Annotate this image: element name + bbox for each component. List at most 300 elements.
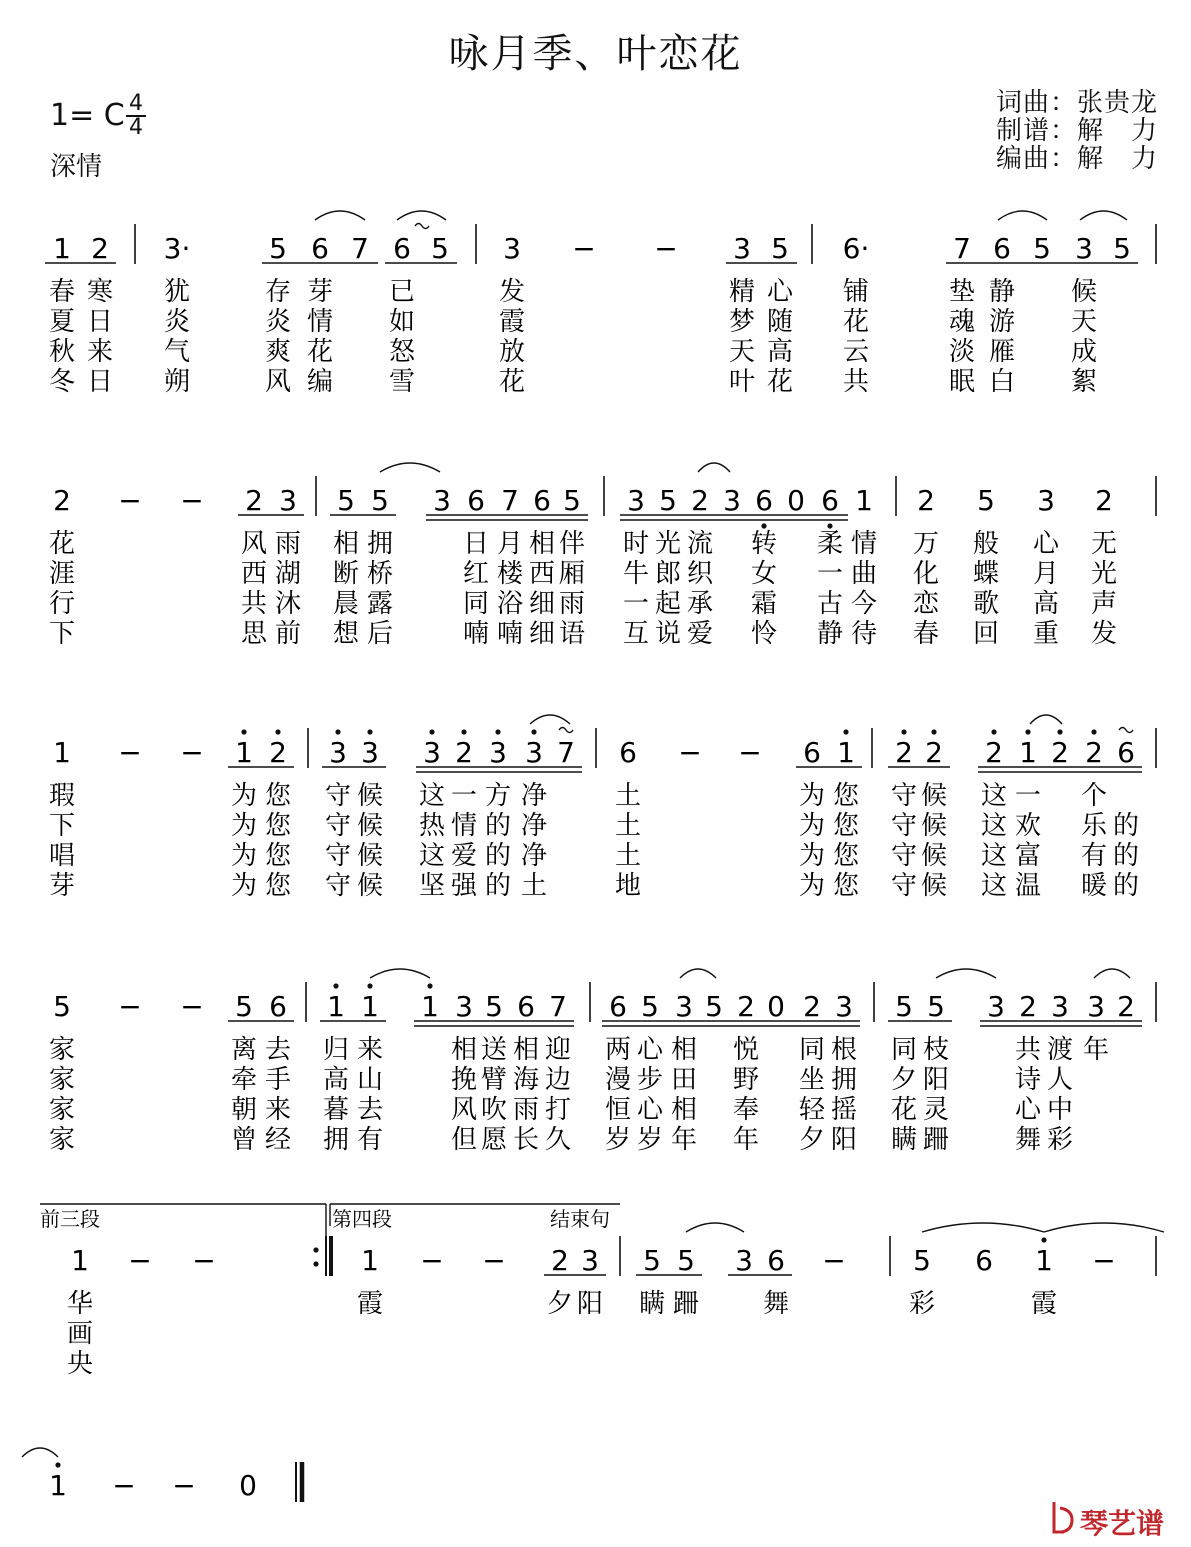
lyric-syllable: 野 [732, 1065, 760, 1095]
note: 2 [1085, 736, 1103, 769]
lyric-syllable: 日 [86, 367, 114, 397]
lyric-syllable: 同 [462, 589, 490, 619]
lyric-syllable: 雨 [512, 1095, 540, 1125]
lyric-syllable: 情 [306, 307, 334, 337]
lyric-syllable: 霞 [1030, 1289, 1058, 1319]
lyric-syllable: 地 [614, 871, 642, 901]
note: 3 [987, 990, 1005, 1023]
lyric-syllable: 年 [732, 1125, 760, 1155]
note: 5 [53, 990, 71, 1023]
lyric-syllable: 漫 [604, 1065, 632, 1095]
lyric-syllable: 坚 [418, 871, 446, 901]
slur [22, 1448, 58, 1457]
lyric-syllable: 您 [832, 811, 860, 841]
note: 5 [563, 484, 581, 517]
note: 1 [327, 990, 345, 1023]
lyric-syllable: 奉 [732, 1095, 760, 1125]
tempo-marking: 深情 [50, 152, 103, 182]
lyric-syllable: 画 [66, 1319, 94, 1349]
lyric-syllable: 家 [48, 1125, 76, 1155]
lyric-syllable: 恋 [912, 589, 940, 619]
low-octave-dot [827, 523, 832, 528]
note: 1 [235, 736, 253, 769]
note: 2 [1019, 990, 1037, 1023]
lyric-syllable: 土 [520, 871, 548, 901]
note: − [180, 736, 204, 769]
note: 3 [489, 736, 507, 769]
note: 2 [551, 1244, 569, 1277]
note: − [482, 1244, 506, 1277]
note: 2 [925, 736, 943, 769]
note: 5 [485, 990, 503, 1023]
lyric-syllable: 为 [798, 871, 826, 901]
note: 6 [311, 232, 329, 265]
lyric-syllable: 相 [332, 529, 360, 559]
lyric-syllable: 曾 [230, 1125, 258, 1155]
lyric-syllable: 细 [528, 619, 556, 649]
lyric-syllable: 相 [512, 1035, 540, 1065]
note: 6 [975, 1244, 993, 1277]
lyric-syllable: 阳 [830, 1125, 858, 1155]
lyric-syllable: 女 [750, 559, 778, 589]
lyric-syllable: 湖 [274, 559, 302, 589]
note: 7 [549, 990, 567, 1023]
lyric-syllable: 寒 [86, 277, 114, 307]
lyric-syllable: 有 [356, 1125, 384, 1155]
lyric-syllable: 情 [850, 529, 878, 559]
lyric-syllable: 霞 [498, 307, 526, 337]
lyric-syllable: 魂 [948, 307, 976, 337]
lyric-syllable: 乐 [1080, 811, 1108, 841]
slur [1030, 715, 1062, 724]
lyric-syllable: 喃 [462, 619, 490, 649]
lyric-syllable: 守 [890, 811, 918, 841]
lyric-syllable: 日 [86, 307, 114, 337]
lyric-syllable: 这 [418, 781, 446, 811]
brand-name: 琴艺谱 [1080, 1507, 1165, 1540]
lyric-syllable: 云 [842, 337, 870, 367]
lyric-syllable: 瞒 [890, 1125, 918, 1155]
lyric-syllable: 怒 [388, 337, 416, 367]
lyric-syllable: 这 [980, 871, 1008, 901]
lyric-syllable: 富 [1014, 841, 1042, 871]
lyric-syllable: 为 [230, 871, 258, 901]
note: 6 [755, 484, 773, 517]
note: 5 [677, 1244, 695, 1277]
lyric-syllable: 您 [832, 781, 860, 811]
lyric-syllable: 有 [1080, 841, 1108, 871]
lyric-syllable: 候 [920, 841, 948, 871]
slur [1044, 1223, 1164, 1232]
lyric-syllable: 方 [484, 781, 512, 811]
lyric-syllable: 西 [528, 559, 556, 589]
high-octave-dot [241, 729, 246, 734]
lyric-syllable: 您 [832, 871, 860, 901]
lyric-syllable: 春 [912, 619, 940, 649]
note: − [128, 1244, 152, 1277]
high-octave-dot [333, 983, 338, 988]
lyric-syllable: 流 [686, 529, 714, 559]
note: 3 [361, 736, 379, 769]
note: 3 [627, 484, 645, 517]
lyric-syllable: 暖 [1080, 871, 1108, 901]
note: 2 [737, 990, 755, 1023]
lyric-syllable: 红 [462, 559, 490, 589]
piano-logo-icon [1050, 1498, 1080, 1538]
note: 2 [1095, 484, 1113, 517]
note: 5 [913, 1244, 931, 1277]
note: − [180, 484, 204, 517]
lyric-syllable: 楼 [496, 559, 524, 589]
lyric-syllable: 相 [450, 1035, 478, 1065]
lyric-syllable: 暮 [322, 1095, 350, 1125]
lyric-syllable: 守 [890, 841, 918, 871]
note: − [118, 990, 142, 1023]
lyric-syllable: 这 [418, 841, 446, 871]
note: 6 [993, 232, 1011, 265]
credit-transcriber: 制谱：解 力 [996, 116, 1159, 146]
lyric-syllable: 犹 [163, 277, 191, 307]
note: 6 [1117, 736, 1135, 769]
note: 0 [787, 484, 805, 517]
lyric-syllable: 阳 [922, 1065, 950, 1095]
lyric-syllable: 朔 [163, 367, 191, 397]
lyric-syllable: 高 [322, 1065, 350, 1095]
lyric-syllable: 步 [636, 1065, 664, 1095]
lyric-syllable: 晨 [332, 589, 360, 619]
lyric-syllable: 静 [988, 277, 1016, 307]
lyric-syllable: 的 [1112, 841, 1140, 871]
high-octave-dot [1057, 729, 1062, 734]
lyric-syllable: 牛 [622, 559, 650, 589]
time-signature-top: 4 [129, 91, 143, 116]
note: 5 [269, 232, 287, 265]
lyric-syllable: 怜 [750, 619, 778, 649]
lyric-syllable: 发 [498, 277, 526, 307]
lyric-syllable: 想 [332, 619, 360, 649]
section-label-fourth: 第四段 [332, 1207, 392, 1231]
lyric-syllable: 风 [240, 529, 268, 559]
note: 3 [433, 484, 451, 517]
lyric-syllable: 相 [670, 1095, 698, 1125]
song-title: 咏月季、叶恋花 [448, 31, 743, 77]
lyric-syllable: 高 [1032, 589, 1060, 619]
lyric-syllable: 心 [766, 277, 794, 307]
note: 5 [371, 484, 389, 517]
lyric-syllable: 发 [1090, 619, 1118, 649]
slur [698, 463, 730, 472]
lyric-syllable: 舞 [1014, 1125, 1042, 1155]
slur [936, 969, 996, 978]
note: 3 [1075, 232, 1093, 265]
lyric-syllable: 一 [450, 781, 478, 811]
lyric-syllable: 摇 [830, 1095, 858, 1125]
note: 5 [977, 484, 995, 517]
lyric-syllable: 花 [842, 307, 870, 337]
lyric-syllable: 声 [1090, 589, 1118, 619]
note: 0 [239, 1469, 257, 1502]
note: 2 [917, 484, 935, 517]
lyric-syllable: 候 [920, 781, 948, 811]
note: − [822, 1244, 846, 1277]
lyric-syllable: 天 [728, 337, 756, 367]
slur [380, 463, 440, 472]
lyric-syllable: 土 [614, 841, 642, 871]
note: 3 [525, 736, 543, 769]
lyric-syllable: 候 [1070, 277, 1098, 307]
note: 5 [431, 232, 449, 265]
note: 5 [1113, 232, 1131, 265]
lyric-syllable: 欢 [1014, 811, 1042, 841]
lyric-syllable: 为 [798, 781, 826, 811]
repeat-dot [313, 1247, 318, 1252]
note: 2 [895, 736, 913, 769]
lyric-syllable: 您 [264, 811, 292, 841]
lyric-syllable: 月 [496, 529, 524, 559]
note: 1 [71, 1244, 89, 1277]
section-label-ending: 结束句 [550, 1207, 610, 1231]
note: 1 [1019, 736, 1037, 769]
lyric-syllable: 炎 [264, 307, 292, 337]
lyric-syllable: 风 [450, 1095, 478, 1125]
lyric-syllable: 舞 [762, 1289, 790, 1319]
note: 3 [1087, 990, 1105, 1023]
lyric-syllable: 浴 [496, 589, 524, 619]
note: 6 [517, 990, 535, 1023]
lyric-syllable: 华 [66, 1289, 94, 1319]
lyric-syllable: 您 [832, 841, 860, 871]
lyric-syllable: 炎 [163, 307, 191, 337]
lyric-syllable: 精 [728, 277, 756, 307]
lyric-syllable: 瑕 [48, 781, 76, 811]
lyric-syllable: 土 [614, 811, 642, 841]
lyric-syllable: 如 [388, 307, 416, 337]
lyric-syllable: 春 [48, 277, 76, 307]
slur [998, 211, 1047, 220]
note: 5 [1033, 232, 1051, 265]
lyric-syllable: 年 [670, 1125, 698, 1155]
lyric-syllable: 共 [240, 589, 268, 619]
lyric-syllable: 爱 [450, 841, 478, 871]
lyric-syllable: 净 [520, 841, 548, 871]
lyric-syllable: 牵 [230, 1065, 258, 1095]
note: 6 [533, 484, 551, 517]
lyric-syllable: 同 [798, 1035, 826, 1065]
lyric-syllable: 花 [48, 529, 76, 559]
lyric-syllable: 沐 [274, 589, 302, 619]
note: 1 [53, 736, 71, 769]
lyric-syllable: 古 [816, 589, 844, 619]
high-octave-dot [931, 729, 936, 734]
high-octave-dot [335, 729, 340, 734]
lyric-syllable: 去 [356, 1095, 384, 1125]
lyric-syllable: 放 [498, 337, 526, 367]
lyric-syllable: 语 [558, 619, 586, 649]
note: 5 [641, 990, 659, 1023]
slur [686, 1223, 744, 1232]
note: 7 [557, 736, 575, 769]
lyric-syllable: 净 [520, 781, 548, 811]
lyric-syllable: 露 [366, 589, 394, 619]
lyric-syllable: 这 [980, 811, 1008, 841]
note: 1 [1035, 1244, 1053, 1277]
lyric-syllable: 唱 [48, 841, 76, 871]
note: − [654, 232, 678, 265]
lyric-syllable: 相 [528, 529, 556, 559]
lyric-syllable: 存 [264, 277, 292, 307]
lyric-syllable: 成 [1070, 337, 1098, 367]
lyric-syllable: 拥 [322, 1125, 350, 1155]
lyric-syllable: 雁 [988, 337, 1016, 367]
note: − [678, 736, 702, 769]
note: 5 [705, 990, 723, 1023]
note: 3 [675, 990, 693, 1023]
lyric-syllable: 承 [686, 589, 714, 619]
lyric-syllable: 互 [622, 619, 650, 649]
trill-mark [559, 728, 573, 733]
lyric-syllable: 守 [890, 781, 918, 811]
note: 5 [235, 990, 253, 1023]
lyric-syllable: 芽 [48, 871, 76, 901]
high-octave-dot [461, 729, 466, 734]
lyric-syllable: 曲 [850, 559, 878, 589]
lyric-syllable: 待 [850, 619, 878, 649]
note: − [572, 232, 596, 265]
note: 1 [361, 990, 379, 1023]
lyric-syllable: 守 [324, 811, 352, 841]
note: 3 [1051, 990, 1069, 1023]
lyric-syllable: 守 [890, 871, 918, 901]
note: 5 [643, 1244, 661, 1277]
lyric-syllable: 轻 [798, 1095, 826, 1125]
lyric-syllable: 后 [366, 619, 394, 649]
lyric-syllable: 的 [484, 811, 512, 841]
note: 3 [733, 232, 751, 265]
lyric-syllable: 相 [670, 1035, 698, 1065]
high-octave-dot [275, 729, 280, 734]
lyric-syllable: 铺 [842, 277, 870, 307]
lyric-syllable: 为 [230, 841, 258, 871]
note: 2 [245, 484, 263, 517]
note: 6 [269, 990, 287, 1023]
high-octave-dot [495, 729, 500, 734]
lyric-syllable: 冬 [48, 367, 76, 397]
lyric-syllable: 重 [1032, 619, 1060, 649]
lyric-syllable: 月 [1032, 559, 1060, 589]
lyric-syllable: 心 [1014, 1095, 1042, 1125]
note: 3· [163, 232, 191, 265]
lyric-syllable: 断 [332, 559, 360, 589]
lyric-syllable: 秋 [48, 337, 76, 367]
note: − [118, 484, 142, 517]
lyric-syllable: 游 [988, 307, 1016, 337]
lyric-syllable: 瞒 [638, 1289, 666, 1319]
lyric-syllable: 送 [480, 1035, 508, 1065]
lyric-syllable: 彩 [1046, 1125, 1074, 1155]
lyric-syllable: 白 [988, 367, 1016, 397]
lyric-syllable: 思 [240, 619, 268, 649]
lyric-syllable: 西 [240, 559, 268, 589]
lyric-syllable: 共 [842, 367, 870, 397]
note: 6 [467, 484, 485, 517]
lyric-syllable: 土 [614, 781, 642, 811]
lyric-syllable: 山 [356, 1065, 384, 1095]
lyric-syllable: 拥 [830, 1065, 858, 1095]
lyric-syllable: 花 [890, 1095, 918, 1125]
lyric-syllable: 候 [920, 811, 948, 841]
lyric-syllable: 家 [48, 1065, 76, 1095]
lyric-syllable: 无 [1090, 529, 1118, 559]
lyric-syllable: 爽 [264, 337, 292, 367]
lyric-syllable: 两 [604, 1035, 632, 1065]
lyric-syllable: 细 [528, 589, 556, 619]
lyric-syllable: 为 [798, 811, 826, 841]
trill-mark [415, 224, 429, 229]
note: − [112, 1469, 136, 1502]
lyric-syllable: 来 [356, 1035, 384, 1065]
lyric-syllable: 久 [544, 1125, 572, 1155]
lyric-syllable: 的 [484, 841, 512, 871]
note: 3 [279, 484, 297, 517]
slur [680, 969, 716, 978]
lyric-syllable: 夏 [48, 307, 76, 337]
lyric-syllable: 朝 [230, 1095, 258, 1125]
lyric-syllable: 同 [890, 1035, 918, 1065]
lyric-syllable: 跚 [672, 1289, 700, 1319]
lyric-syllable: 心 [1032, 529, 1060, 559]
note: 2 [1051, 736, 1069, 769]
lyric-syllable: 来 [264, 1095, 292, 1125]
lyric-syllable: 去 [264, 1035, 292, 1065]
lyric-syllable: 您 [264, 871, 292, 901]
lyric-syllable: 絮 [1070, 367, 1098, 397]
lyric-syllable: 彩 [908, 1289, 936, 1319]
note: 1 [53, 232, 71, 265]
lyric-syllable: 跚 [922, 1125, 950, 1155]
lyric-syllable: 梦 [728, 307, 756, 337]
time-signature-bottom: 4 [129, 115, 143, 140]
lyric-syllable: 花 [766, 367, 794, 397]
lyric-syllable: 的 [1112, 811, 1140, 841]
lyric-syllable: 淡 [948, 337, 976, 367]
lyric-syllable: 夕 [798, 1125, 826, 1155]
lyric-syllable: 花 [306, 337, 334, 367]
note: 6· [842, 232, 870, 265]
lyric-syllable: 一 [622, 589, 650, 619]
lyric-syllable: 打 [544, 1095, 572, 1125]
lyric-syllable: 迎 [544, 1035, 572, 1065]
lyric-syllable: 万 [912, 529, 940, 559]
lyric-syllable: 经 [264, 1125, 292, 1155]
lyric-syllable: 蝶 [972, 559, 1000, 589]
lyric-syllable: 的 [484, 871, 512, 901]
lyric-syllable: 阳 [576, 1289, 604, 1319]
lyric-syllable: 央 [66, 1349, 94, 1379]
note: − [180, 990, 204, 1023]
note: 2 [91, 232, 109, 265]
slur [315, 211, 365, 220]
lyric-syllable: 雨 [274, 529, 302, 559]
lyric-syllable: 涯 [48, 559, 76, 589]
note: 3 [503, 232, 521, 265]
note: − [738, 736, 762, 769]
slur [530, 715, 570, 724]
lyric-syllable: 家 [48, 1095, 76, 1125]
note: − [118, 736, 142, 769]
lyric-syllable: 静 [816, 619, 844, 649]
lyric-syllable: 下 [48, 811, 76, 841]
lyric-syllable: 前 [274, 619, 302, 649]
